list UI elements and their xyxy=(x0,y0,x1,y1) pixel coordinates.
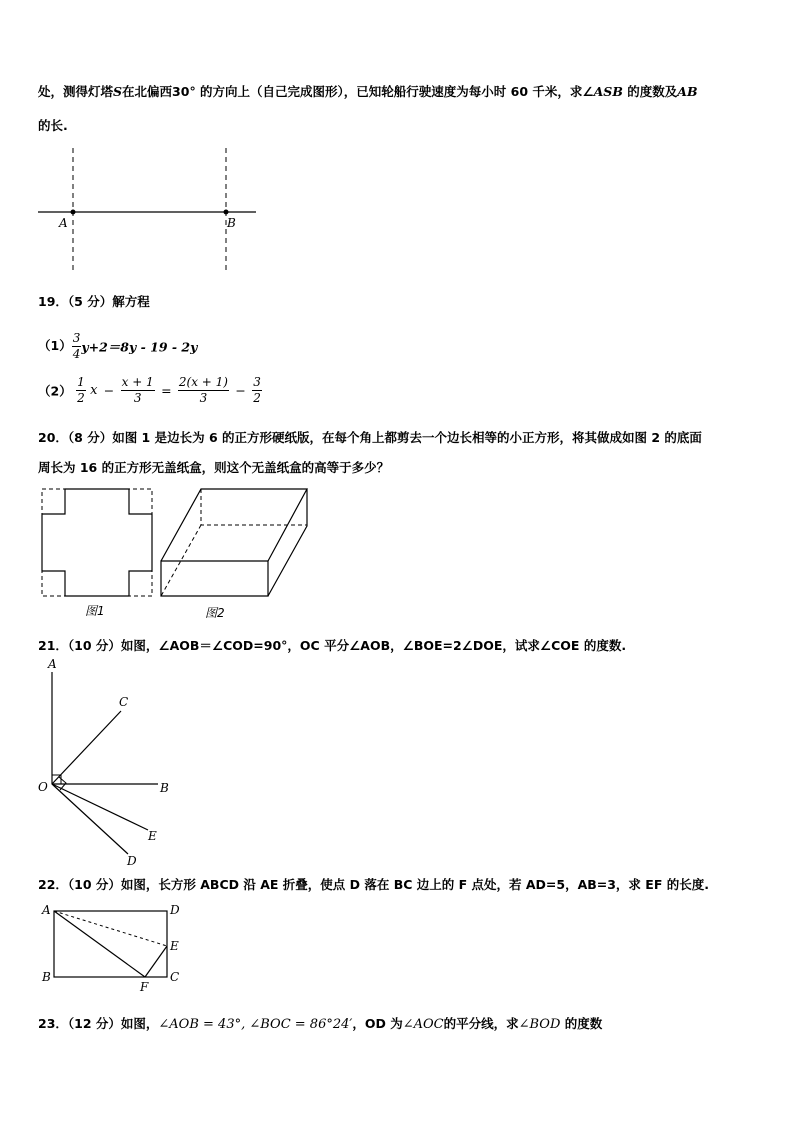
q22-segment-ae xyxy=(54,911,167,946)
q20-line1: 20．（8 分）如图 1 是边长为 6 的正方形硬纸版，在每个角上都剪去一个边长相等的小正方形，将其做成如图 2 的底面 xyxy=(38,430,702,445)
q19-part2: （2） $\frac{1}{2}$ x − $\frac{x + 1}{3}$ = $\frac{2(x + 1)}{3}$ − $\frac{3}{2}$ xyxy=(38,375,261,405)
q22-rectangle xyxy=(54,911,167,977)
q18-point-b xyxy=(224,210,229,215)
q21-label-b: B xyxy=(160,781,169,795)
q22-segment-fe xyxy=(145,946,167,977)
q21-label-e: E xyxy=(148,829,157,843)
q21-figure xyxy=(30,656,190,871)
q23-line: 23．（12 分）如图，∠AOB = 43°, ∠BOC = 86°24′，OD 为∠AOC的平分线，求∠BOD 的度数 xyxy=(38,1016,603,1032)
q22-label-d: D xyxy=(170,903,180,917)
q19-part1: （1） $\frac{3}{4}$ y+2＝8y - 19 - 2y xyxy=(38,331,198,361)
q18-line1: 处，测得灯塔S在北偏西30° 的方向上（自己完成图形），已知轮船行驶速度为每小时 60 千米，求∠ASB 的度数及AB xyxy=(38,84,698,99)
q22-label-f: F xyxy=(140,980,149,994)
q23-math-angles: ∠AOB = 43°, ∠BOC = 86°24′ xyxy=(158,1017,353,1032)
q20-fig1-outline xyxy=(42,489,152,596)
q20-figures xyxy=(38,485,328,625)
q20-line2: 周长为 16 的正方形无盖纸盒，则这个无盖纸盒的高等于多少？ xyxy=(38,460,390,475)
q21-ray-oe xyxy=(52,784,148,830)
q19-p1-fraction: $\frac{3}{4}$ xyxy=(72,331,81,361)
q18-figure xyxy=(30,145,270,280)
q19-title: 19．（5 分）解方程 xyxy=(38,294,150,309)
q20-fig2-side xyxy=(268,489,307,596)
q22-label-e: E xyxy=(170,939,179,953)
q22-label-c: C xyxy=(170,970,180,984)
q20-fig2-caption: 图2 xyxy=(205,606,225,620)
q22-segment-af xyxy=(54,911,145,977)
q20-fig1-cross-shape xyxy=(42,489,152,596)
q18-point-a xyxy=(71,210,76,215)
q22-label-b: B xyxy=(42,970,51,984)
q22-line: 22．（10 分）如图，长方形 ABCD 沿 AE 折叠，使点 D 落在 BC 边上的 F 点处，若 AD=5，AB=3，求 EF 的长度. xyxy=(38,877,709,892)
q22-label-a: A xyxy=(42,903,51,917)
q21-label-d: D xyxy=(127,854,137,868)
q21-label-o: O xyxy=(38,780,48,794)
q21-label-c: C xyxy=(119,695,129,709)
q18-label-b: B xyxy=(227,216,236,230)
q21-line: 21．（10 分）如图，∠AOB＝∠COD=90°，OC 平分∠AOB，∠BOE=2∠DOE，试求∠COE 的度数. xyxy=(38,638,627,653)
q20-fig1-caption: 图1 xyxy=(85,604,105,618)
q21-ray-od xyxy=(52,784,128,854)
q18-var-s: S xyxy=(113,84,123,99)
q22-figure xyxy=(30,899,200,994)
q18-label-a: A xyxy=(59,216,68,230)
q21-ray-oc xyxy=(52,711,121,784)
q18-line2: 的长. xyxy=(38,118,68,133)
q20-fig2-front xyxy=(161,561,268,596)
q21-label-a: A xyxy=(48,657,57,671)
